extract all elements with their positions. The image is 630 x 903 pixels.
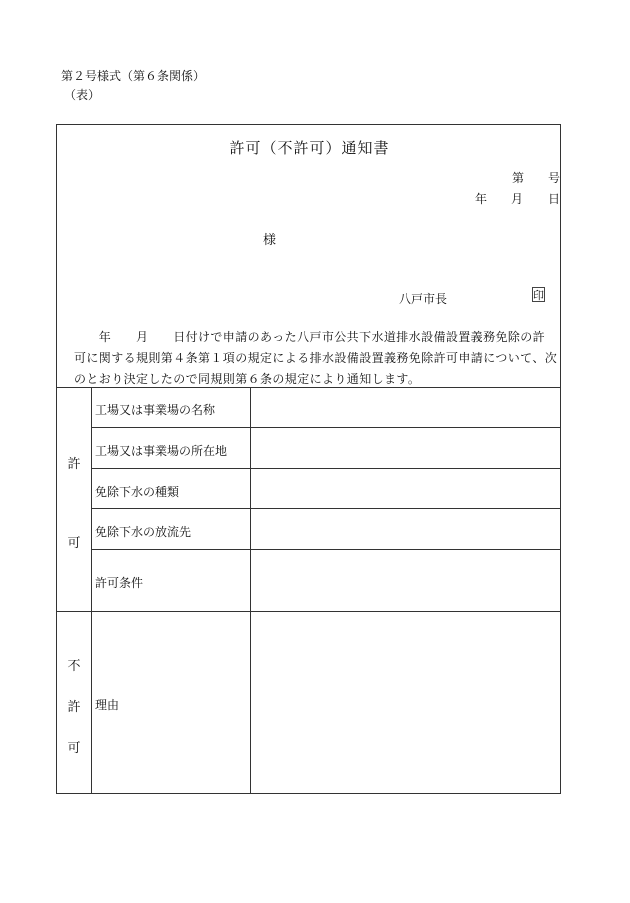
- notice-body-line: 年 月 日付けで申請のあった八戸市公共下水道排水設備設置義務免除の許: [74, 330, 546, 344]
- notice-body: [74, 327, 556, 390]
- notice-body-line: 可に関する規則第４条第１項の規定による排水設備設置義務免除許可申請について、次: [74, 351, 558, 365]
- permit-label-char: 許: [67, 457, 81, 472]
- issuer-name: 八戸市長: [399, 292, 448, 306]
- denial-label-char: 可: [67, 741, 81, 756]
- date-year-label: 年: [475, 192, 488, 206]
- date-day-label: 日: [548, 192, 561, 206]
- row-label-permit-conditions: 許可条件: [95, 576, 144, 590]
- notice-body-line: のとおり決定したので同規則第６条の規定により通知します。: [74, 372, 421, 386]
- number-label-dai: 第: [512, 171, 525, 185]
- permit-label-char: 可: [67, 536, 81, 551]
- seal-stamp: 印: [533, 289, 544, 302]
- denial-label-char: 許: [67, 700, 81, 715]
- row-label-factory-address: 工場又は事業場の所在地: [95, 444, 228, 458]
- date-month-label: 月: [511, 192, 524, 206]
- number-label-go: 号: [548, 171, 561, 185]
- row-label-denial-reason: 理由: [95, 698, 120, 712]
- row-divider: [91, 549, 560, 550]
- document-title: 許可（不許可）通知書: [229, 139, 390, 157]
- label-column-divider: [91, 387, 92, 793]
- denial-label-char: 不: [67, 659, 81, 674]
- row-divider: [91, 468, 560, 469]
- notice-form: [56, 124, 561, 794]
- section-divider: [57, 611, 560, 612]
- addressee-suffix: 様: [263, 233, 277, 248]
- row-label-discharge-destination: 免除下水の放流先: [95, 525, 192, 539]
- form-side-label: （表）: [64, 88, 101, 102]
- value-column-divider: [250, 387, 251, 793]
- row-label-factory-name: 工場又は事業場の名称: [95, 403, 216, 417]
- form-number: 第２号様式（第６条関係）: [61, 69, 206, 83]
- table-top-border: [57, 387, 560, 388]
- row-divider: [91, 427, 560, 428]
- row-divider: [91, 508, 560, 509]
- row-label-sewage-type: 免除下水の種類: [95, 485, 180, 499]
